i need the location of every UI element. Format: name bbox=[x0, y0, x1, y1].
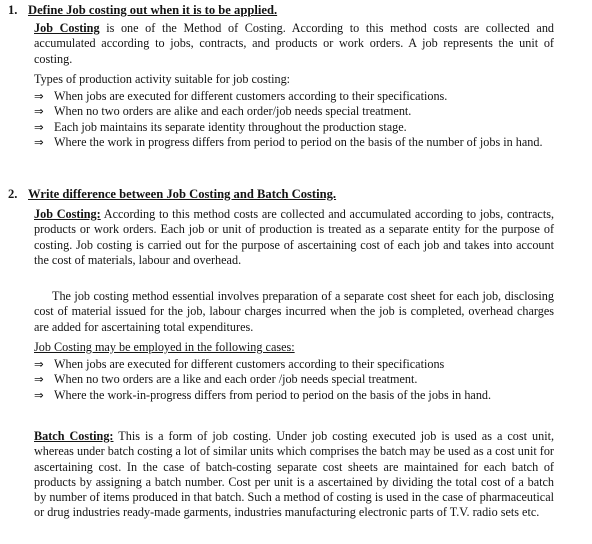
definition-term: Job Costing bbox=[34, 21, 100, 35]
question-number: 2. bbox=[8, 187, 18, 201]
cases-heading: Job Costing may be employed in the following cases: bbox=[34, 340, 295, 354]
double-arrow-icon: ⇒ bbox=[34, 387, 44, 402]
suitable-activities-list bbox=[34, 89, 556, 150]
cases-list bbox=[34, 357, 556, 403]
list-item: ⇒ When no two orders are alike and each order/job needs special treatment. bbox=[34, 104, 412, 119]
list-item: ⇒ Where the work-in-progress differs from period to period on the basis of the jobs in hand. bbox=[34, 387, 492, 402]
list-item: ⇒ When jobs are executed for different customers according to their specifications bbox=[34, 357, 445, 371]
list-item: ⇒ Each job maintains its separate identity throughout the production stage. bbox=[34, 119, 407, 134]
double-arrow-icon: ⇒ bbox=[34, 119, 44, 134]
question-2-heading bbox=[8, 187, 336, 202]
job-costing-term: Job Costing: bbox=[34, 207, 101, 221]
double-arrow-icon: ⇒ bbox=[34, 357, 44, 371]
list-item: ⇒ Where the work in progress differs from period to period on the basis of the number of jobs in hand. bbox=[34, 134, 543, 149]
batch-costing-term: Batch Costing: bbox=[34, 429, 114, 443]
batch-costing-text: This is a form of job costing. Under job costing executed job is used as a cost unit, whereas under batch costing a lot of similar units which comprises the batch may be used as a cost unit for ascertaining cost. In the case of batch-costing separate cost sheets are maintained for each batch of products by assigning a batch number. Cost per unit is a ascertained by dividing the total cost of a batch by number of items produced in that batch. Such a method of costing is used in the case of pharmaceutical or drug industries ready-made garments, industries manufacturing electronic parts of T.V. radio sets etc. bbox=[34, 429, 555, 520]
double-arrow-icon: ⇒ bbox=[34, 372, 44, 387]
list-item: ⇒ When no two orders are a like and each order /job needs special treatment. bbox=[34, 372, 418, 387]
double-arrow-icon: ⇒ bbox=[34, 104, 44, 119]
definition-text: is one of the Method of Costing. According to this method costs are collected and accumulated according to jobs, contracts, and products or work orders. A job represents the unit of costing. bbox=[34, 21, 555, 66]
list-item: ⇒ When jobs are executed for different customers according to their specifications. bbox=[34, 89, 448, 103]
double-arrow-icon: ⇒ bbox=[34, 89, 44, 103]
question-title: Write difference between Job Costing and Batch Costing. bbox=[28, 187, 337, 201]
question-number: 1. bbox=[8, 3, 18, 17]
job-costing-paragraph-2: The job costing method essential involves preparation of a separate cost sheet for each job, disclosing cost of material issued for the job, labour charges incurred when the job is completed, overhead charges are added for ascertaining total expenditures. bbox=[34, 289, 554, 334]
question-1-heading bbox=[8, 3, 277, 18]
job-costing-paragraph bbox=[34, 207, 554, 268]
double-arrow-icon: ⇒ bbox=[34, 134, 44, 149]
batch-costing-paragraph bbox=[34, 429, 554, 521]
types-heading: Types of production activity suitable for job costing: bbox=[34, 72, 291, 86]
job-costing-definition bbox=[34, 21, 554, 67]
question-title: Define Job costing out when it is to be applied. bbox=[28, 3, 278, 17]
job-costing-text: According to this method costs are collected and accumulated according to jobs, contracts, products or work orders. Each job or unit of production is treated as a separate entity for the purpose of costing. Job costing is carried out for the purpose of ascertaining cost of each job and takes into account the cost of materials, labour and overhead. bbox=[34, 207, 554, 267]
